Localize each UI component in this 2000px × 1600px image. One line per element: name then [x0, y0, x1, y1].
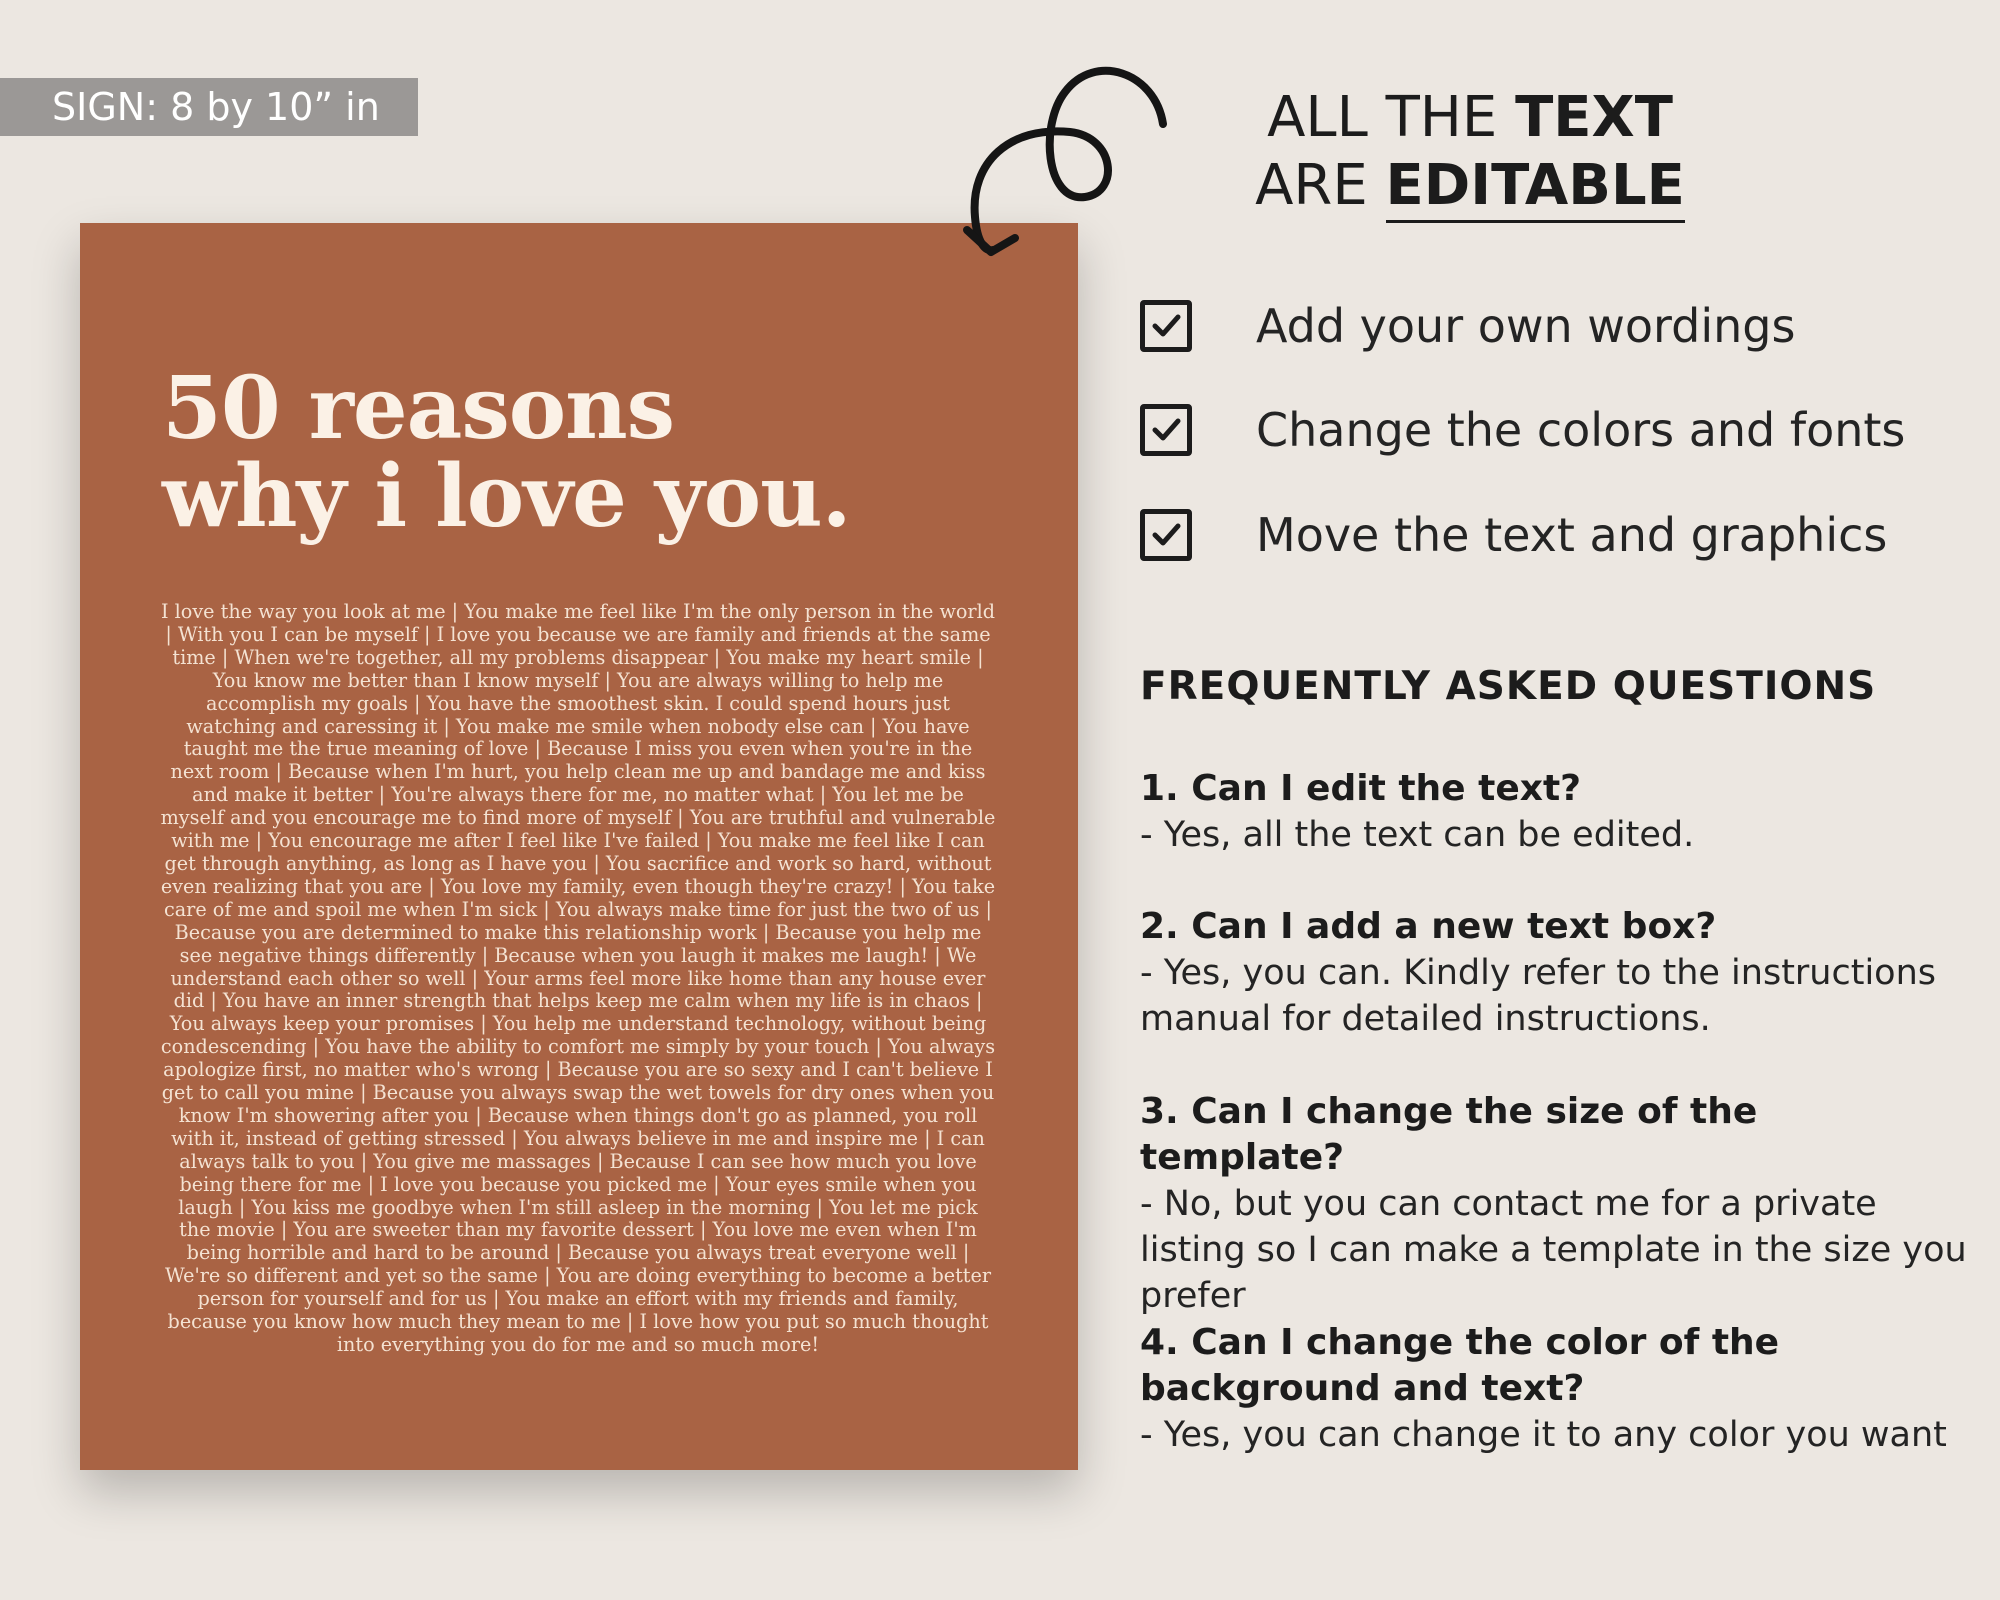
faq-question: 2. Can I add a new text box?: [1140, 906, 1717, 947]
headline-line-1: [1210, 84, 1730, 152]
faq-question: 3. Can I change the size of the template?: [1140, 1091, 1758, 1178]
faq-answer: - Yes, all the text can be edited.: [1140, 815, 1695, 855]
faq-item-1: [1140, 766, 1970, 858]
faq-item-4: [1140, 1320, 1970, 1458]
faq-answer: - Yes, you can change it to any color you want: [1140, 1415, 1947, 1455]
editable-headline: [1210, 84, 1730, 220]
feature-label: Add your own wordings: [1256, 299, 1796, 353]
poster-preview: [80, 223, 1078, 1470]
faq-question: 1. Can I edit the text?: [1140, 768, 1582, 809]
faq-heading: FREQUENTLY ASKED QUESTIONS: [1140, 664, 1877, 709]
feature-item-wordings: [1140, 296, 1960, 356]
faq-item-2: [1140, 904, 1970, 1042]
faq-answer: - Yes, you can. Kindly refer to the instructions manual for detailed instructions.: [1140, 953, 1937, 1039]
faq-question: 4. Can I change the color of the background and text?: [1140, 1322, 1780, 1409]
headline-line-2-prefix: ARE: [1255, 153, 1386, 218]
headline-line-2-strong: EDITABLE: [1386, 153, 1685, 223]
size-tag: SIGN: 8 by 10” in: [0, 78, 418, 136]
curly-arrow-icon: [945, 52, 1175, 262]
faq-answer: - No, but you can contact me for a private listing so I can make a template in the size you prefer: [1140, 1184, 1967, 1316]
feature-item-colors: [1140, 400, 1960, 460]
checkbox-checked-icon: [1140, 300, 1192, 352]
feature-label: Change the colors and fonts: [1256, 403, 1906, 457]
faq-item-3: [1140, 1089, 1970, 1319]
feature-label: Move the text and graphics: [1256, 508, 1888, 562]
poster-title-line-1: 50 reasons: [162, 358, 675, 459]
headline-line-2: [1210, 152, 1730, 220]
checkbox-checked-icon: [1140, 404, 1192, 456]
headline-line-1-strong: TEXT: [1515, 85, 1673, 150]
headline-line-1-prefix: ALL THE: [1267, 85, 1516, 150]
poster-body-text: I love the way you look at me | You make me feel like I'm the only person in the world | With you I can be myself | I love you because we are family and friends at the same time | When we're together, all my problems disappear | You make my heart smile | You know me better than I know myself | You are always willing to help me accomplish my goals | You have the smoothest skin. I could spend hours just watching and caressing it | You make me smile when nobody else can | You have taught me the true meaning of love | Because I miss you even when you're in the next room | Because when I'm hurt, you help clean me up and bandage me and kiss and make it better | You're always there for me, no matter what | You let me be myself and you encourage me to find more of myself | You are truthful and vulnerable with me | You encourage me after I feel like I've failed | You make me feel like I can get through anything, as long as I have you | You sacrifice and work so hard, without even realizing that you are | You love my family, even though they're crazy! | You take care of me and spoil me when I'm sick | You always make time for just the two of us | Because you are determined to make this relationship work | Because you help me see negative things differently | Because when you laugh it makes me laugh! | We understand each other so well | Your arms feel more like home than any house ever did | You have an inner strength that helps keep me calm when my life is in chaos | You always keep your promises | You help me understand technology, without being condescending | You have the ability to comfort me simply by your touch | You always apologize first, no matter who's wrong | Because you are so sexy and I can't believe I get to call you mine | Because you always swap the wet towels for dry ones when you know I'm showering after you | Because when things don't go as planned, you roll with it, instead of getting stressed | You always believe in me and inspire me | I can always talk to you | You give me massages | Because I can see how much you love being there for me | I love you because you picked me | Your eyes smile when you laugh | You kiss me goodbye when I'm still asleep in the morning | You let me pick the movie | You are sweeter than my favorite dessert | You love me even when I'm being horrible and hard to be around | Because you always treat everyone well | We're so different and yet so the same | You are doing everything to become a better person for yourself and for us | You make an effort with my friends and family, because you know how much they mean to me | I love how you put so much thought into everything you do for me and so much more!: [160, 600, 996, 1356]
poster-title: [162, 358, 1022, 547]
checkbox-checked-icon: [1140, 509, 1192, 561]
poster-title-line-2: why i love you.: [162, 446, 851, 547]
feature-item-move: [1140, 505, 1960, 565]
